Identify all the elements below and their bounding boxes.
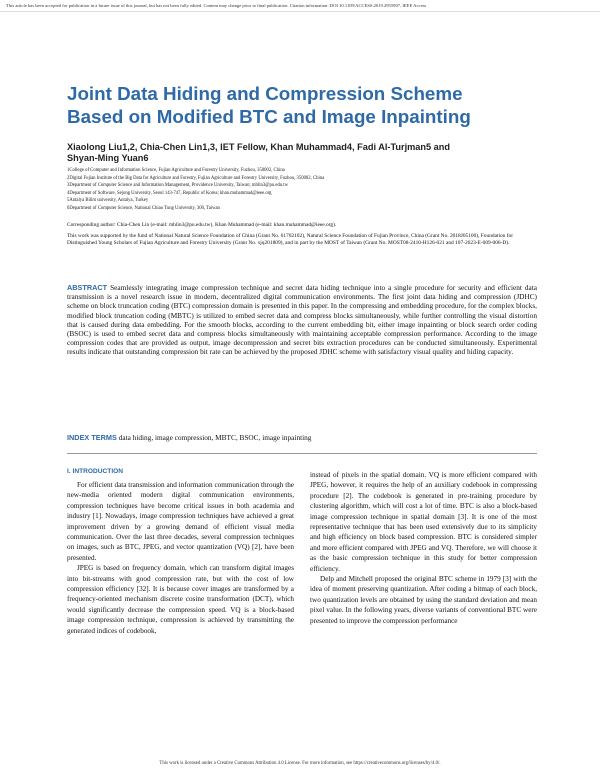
license-footer: This work is licensed under a Creative Commons Attribution 4.0 License. For more information, see https://creativecommons.org/licenses/by/4.0/. [159, 761, 441, 766]
abstract-label: ABSTRACT [67, 283, 108, 292]
section-divider [67, 453, 537, 454]
journal-banner: This article has been accepted for publication in a future issue of this journal, but has not been fully edited. Content may change prior to final publication. Citation information: DOI 10.1109/ACCESS.2019.2955907, IEEE Access [6, 3, 427, 8]
index-terms [67, 433, 537, 442]
affiliation-item: 1College of Computer and Information Science, Fujian Agriculture and Forestry University, Fuzhou, 350002, China [67, 168, 285, 173]
abstract-text: Seamlessly integrating image compression technique and secret data hiding technique into a single procedure for security and efficient data transmission is a novel research issue in modern, decentralized digital communication environments. The first joint data hiding and compression (JDHC) scheme on block truncation coding (BTC) compression domain is presented in this paper. In the compressing and embedding procedure, for the complex blocks, modified block truncation coding (MBTC) is utilized to embed secret data and compress blocks simultaneously, while further controlling the visual distortion that is caused during data embedding. For the smooth blocks, according to the current embedding bit, either image inpainting or block search order coding (BSOC) is used to embed secret data and compress blocks simultaneously with maintaining acceptable compression performance. According to the image compression codes that are provided as output, image decompression and secret bits extraction procedures can be conducted simultaneously. Experimental results indicate that outstanding compression bit rate can be achieved by the proposed JDHC scheme with satisfactory visual quality and hiding capacity. [67, 283, 537, 357]
index-terms-text: data hiding, image compression, MBTC, BSOC, image inpainting [118, 433, 312, 442]
authors-line-2: Shyan-Ming Yuan6 [67, 153, 149, 163]
paragraph: Delp and Mitchell proposed the original BTC scheme in 1979 [3] with the idea of moment preserving quantization. After coding a bitmap of each block, two quantization levels are obtained by using the standard deviation and mean pixel value. In the following years, diverse variants of conventional BTC were presented to improve the compression performance [310, 575, 537, 625]
banner-divider [0, 11, 600, 12]
paragraph: For efficient data transmission and information communication through the new-media oriented modern digital communication environments, compression techniques have become critical issues in both academia and industry [1]. Nowadays, image compression techniques have achieved a great improvement driven by a growing demand of efficient visual media communication. Over the last three decades, several compression techniques on images, such as BTC, JPEG, and vector quantization (VQ) [2], have been presented. [67, 481, 294, 562]
affiliation-item: 6Department of Computer Science, National Chiao Tung University, 300, Taiwan [67, 205, 220, 211]
index-terms-label: INDEX TERMS [67, 433, 117, 442]
affiliation-item: 5Antalya Bilim university, Antalya, Turkey [67, 198, 149, 203]
author-list [67, 142, 487, 164]
title-line-2: Based on Modified BTC and Image Inpainting [67, 106, 471, 127]
left-column [67, 480, 294, 636]
paper-title [67, 82, 537, 128]
funding-note: This work was supported by the fund of National Natural Science Foundation of China (Grant No. 61702102), Natural Science Foundation of Fujian Province, China (Grant No. 2018J05100), Foundation for Distinguished Young Scholars of Fujian Agriculture and Forestry University (Grant No. xjq201809), and in part by the MOST of Taiwan (Grant No. MOST08-2410-H126-021 and 107-2623-E-009-006-D). [67, 233, 513, 247]
abstract [67, 283, 537, 357]
right-column [310, 470, 537, 626]
title-line-1: Joint Data Hiding and Compression Scheme [67, 83, 463, 104]
affiliation-item: 4Department of Software, Sejong University, Seoul 143-747, Republic of Korea; khan.muhammad@ieee.org [67, 190, 272, 196]
affiliations [67, 167, 497, 212]
affiliation-item: 3Department of Computer Science and Information Management, Providence University, Taiwan; mhlin3@pu.edu.tw [67, 183, 288, 188]
affiliation-item: 2Digital Fujian Institute of the Big Data for Agriculture and Forestry, Fujian Agriculture and Forestry University, Fuzhou, 350002, China [67, 175, 325, 181]
corresponding-author: Corresponding author: Chia-Chen Lin (e-mail: mhlin3@pu.edu.tw), Khan Muhammad (e-mail: khan.muhammad@ieee.org). [67, 222, 337, 228]
authors-line-1: Xiaolong Liu1,2, Chia-Chen Lin1,3, IET Fellow, Khan Muhammad4, Fadi Al-Turjman5 and [67, 142, 451, 152]
paragraph: JPEG is based on frequency domain, which can transform digital images into bit-streams with good compression rate, but with the cost of low compression efficiency [32]. It is because cover images are transformed by a frequency-oriented mechanism discrete cosine transformation (DCT), which would significantly decrease the compression speed. VQ is a block-based image compression technique, compression is achieved by transmitting the generated indices of codebook, [67, 564, 294, 635]
section-heading: I. INTRODUCTION [67, 468, 124, 475]
paragraph: instead of pixels in the spatial domain. VQ is more efficient compared with JPEG, however, it requires the help of an auxiliary codebook in compressing procedure [2]. The codebook is generated in pre-training procedure by clustering algorithm, which will cost a lot of time. BTC is also a block-based image compression technique in spatial domain [3]. It is one of the most representative technique that has been used extensively due to its simplicity and high efficiency on block based compression. BTC is considered simpler and more efficient compared with JPEG and VQ. Therefore, we will choose it as the basic compression technique in this study for better compression efficiency. [310, 471, 537, 573]
